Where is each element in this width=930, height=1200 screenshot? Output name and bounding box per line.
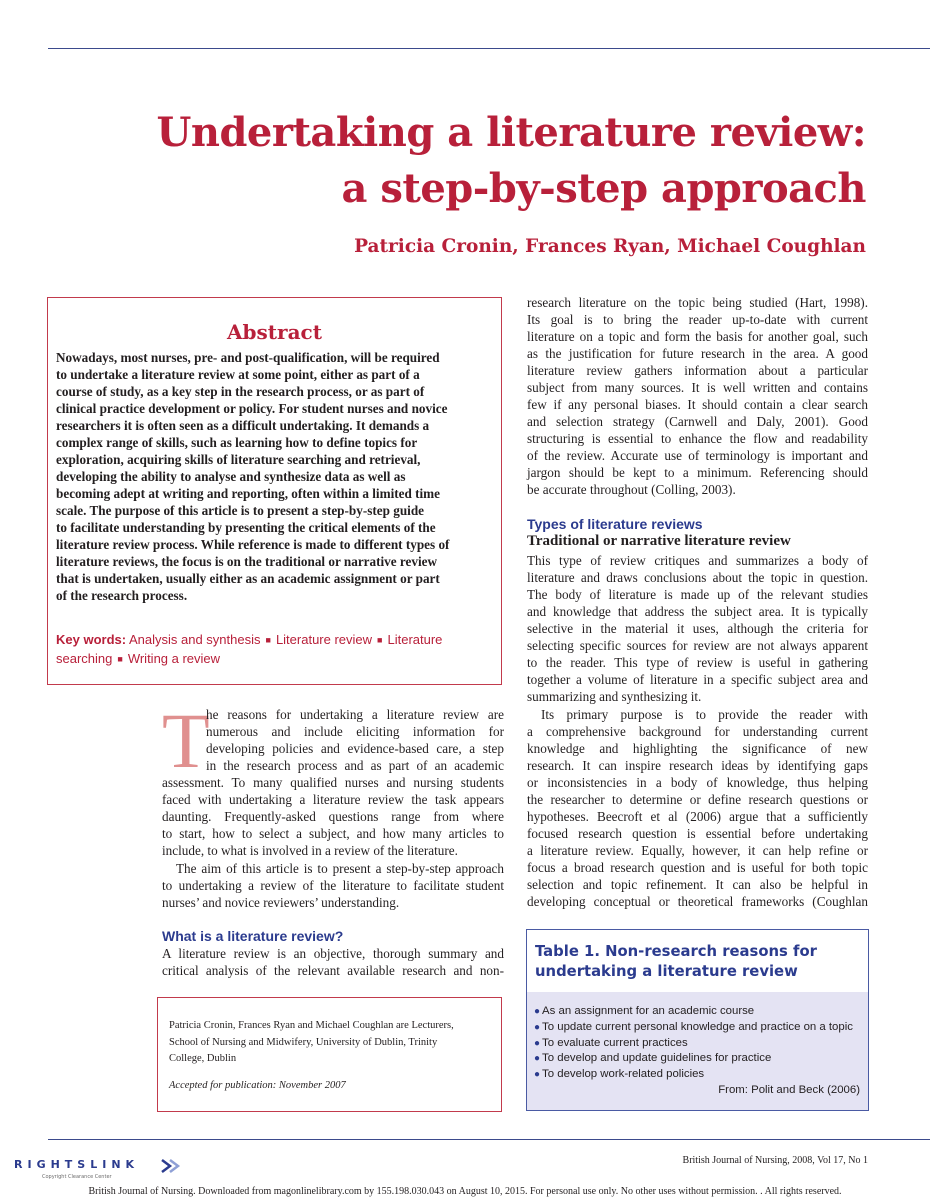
abstract-text (56, 349, 492, 604)
body-line: literature review gathers information about a particular (527, 363, 868, 378)
intro-line: developing policies and evidence-based care, a step (206, 741, 504, 756)
bio-line: School of Nursing and Midwifery, University of Dublin, Trinity (169, 1036, 438, 1048)
drop-cap: T (162, 697, 210, 784)
abstract-line: scale. The purpose of this article is to present a step-by-step guide (56, 503, 425, 518)
table-1-list (534, 1004, 864, 1083)
section-heading-types: Types of literature reviews (527, 516, 703, 532)
aim-line: nurses’ and novice reviewers’ understanding. (162, 895, 400, 910)
intro-line: in the research process and as part of an academic (206, 758, 504, 773)
body-line: literature on a topic and form the basis for another goal, such (527, 329, 868, 344)
abstract-line: literature reviews, the focus is on the traditional or narrative review (56, 554, 438, 569)
bullet-icon: ● (534, 1006, 541, 1017)
body-line: literature and draws conclusions about the topic in question. (527, 570, 868, 585)
intro-line: numerous and include eliciting information for (206, 724, 504, 739)
author-bio (169, 1018, 494, 1068)
rightslink-logo[interactable] (12, 1158, 182, 1188)
body-line: structuring is essential to enhance the flow and readability (527, 431, 868, 446)
abstract-line: complex range of skills, such as learning how to define topics for (56, 435, 418, 450)
chevron-right-icon (160, 1159, 182, 1173)
intro-line: he reasons for undertaking a literature review are (206, 707, 504, 722)
keyword-separator-icon: ■ (117, 653, 123, 664)
keyword: Writing a review (127, 650, 221, 666)
traditional-paragraph-1 (527, 552, 868, 705)
bullet-icon: ● (534, 1021, 541, 1033)
body-line: hypotheses. Beecroft et al (2006) argue that a sufficiently (527, 809, 868, 824)
keyword: Literature review (275, 632, 373, 647)
intro-line: faced with undertaking a literature review the task appears (162, 792, 504, 807)
definition-line: critical analysis of the relevant available research and non- (162, 963, 504, 978)
body-line: together a volume of literature in a specific subject area and (527, 672, 868, 687)
list-item (534, 1004, 864, 1020)
aim-line: to undertaking a review of the literature to facilitate student (162, 878, 504, 893)
body-line: a comprehensive background for understanding current (527, 724, 868, 739)
body-line: a literature review. Equally, however, it can help refine or (527, 843, 868, 858)
body-line: developing conceptual or theoretical frameworks (Coughlan (527, 894, 868, 909)
intro-line: to start, how to select a subject, and how many articles to (162, 826, 504, 841)
body-line: be accurate throughout (Colling, 2003). (527, 482, 736, 497)
body-line: The body of literature is made up of the relevant studies (527, 587, 868, 602)
abstract-line: to facilitate understanding by presenting the critical elements of the (56, 520, 436, 535)
list-item (534, 1036, 864, 1052)
body-line: research literature on the topic being studied (Hart, 1998). (527, 295, 868, 310)
article-title-line-1: Undertaking a literature review: (156, 109, 866, 156)
article-authors: Patricia Cronin, Frances Ryan, Michael Coughlan (354, 236, 866, 257)
body-line: summarizing and synthesizing it. (527, 689, 702, 704)
bullet-icon: ● (534, 1037, 541, 1049)
bio-line: College, Dublin (169, 1053, 237, 1064)
body-line: focused research question is essential before undertaking (527, 826, 868, 841)
body-line: subject from many sources. It is well written and contains (527, 380, 868, 395)
body-line: few if any personal biases. It should contain a clear search (527, 397, 868, 412)
download-notice: British Journal of Nursing. Downloaded from magonlinelibrary.com by 155.198.030.043 on August 10, 2015. For personal use only. No other uses without permission. . All rights reserved. (88, 1186, 842, 1197)
body-line: selection and topic refinement. It can also be helpful in (527, 877, 868, 892)
abstract-line: course of study, as a key step in the research process, or as part of (56, 384, 425, 399)
abstract-line: exploration, acquiring skills of literature searching and retrieval, (56, 452, 421, 467)
body-line: selective in the material it uses, although the criteria for (527, 621, 868, 636)
table-1-source: From: Polit and Beck (2006) (718, 1084, 860, 1096)
abstract-line: becoming adept at writing and reporting, often within a limited time (56, 486, 441, 501)
bullet-icon: ● (534, 1053, 541, 1065)
list-item (534, 1067, 864, 1083)
body-line: and selection strategy (Carnwell and Daly, 2001). Good (527, 414, 868, 429)
table-title-line: Table 1. Non-research reasons for (535, 943, 817, 960)
section-heading-what-is: What is a literature review? (162, 928, 344, 944)
list-item (534, 1051, 864, 1067)
intro-line: daunting. Frequently-asked questions range from where (162, 809, 504, 824)
bottom-rule (48, 1139, 930, 1140)
rightslink-wordmark: RIGHTSLINK (14, 1158, 140, 1171)
definition-paragraph (162, 945, 504, 979)
list-item-text: To update current personal knowledge and practice on a topic (542, 1020, 853, 1033)
abstract-line: developing the ability to analyse and synthesize data as well as (56, 469, 406, 484)
abstract-line: to undertake a literature review at some point, either as part of a (56, 367, 420, 382)
body-line: or inconsistencies in a body of knowledge, thus helping (527, 775, 868, 790)
top-rule (48, 48, 930, 49)
list-item-text: To develop work-related policies (542, 1068, 705, 1081)
body-line: knowledge and highlighting the significance of new (527, 741, 868, 756)
abstract-line: of the research process. (56, 588, 188, 603)
body-line: and knowledge that address the subject area. It is typically (527, 604, 868, 619)
list-item (534, 1020, 864, 1036)
keyword-separator-icon: ■ (377, 635, 383, 645)
abstract-line: that is undertaken, usually either as an academic assignment or part (56, 571, 440, 586)
body-line: This type of review critiques and summarizes a body of (527, 553, 868, 568)
list-item-text: To evaluate current practices (542, 1036, 688, 1049)
abstract-line: literature review process. While reference is made to different types of (56, 537, 450, 552)
keywords-label: Key words: (56, 632, 127, 647)
abstract-line: Nowadays, most nurses, pre- and post-qualification, will be required (56, 350, 440, 365)
table-title-line: undertaking a literature review (535, 963, 798, 980)
accepted-date: Accepted for publication: November 2007 (169, 1080, 346, 1091)
intro-line: include, to what is involved in a review of the literature. (162, 843, 458, 858)
body-line: as the justification for future research in the area. A good (527, 346, 868, 361)
subsection-heading-traditional: Traditional or narrative literature review (527, 533, 791, 549)
keyword: Analysis and synthesis (128, 632, 261, 647)
body-line: Its primary purpose is to provide the reader with (541, 707, 868, 722)
list-item-text: To develop and update guidelines for practice (542, 1052, 772, 1065)
abstract-line: researchers it is often seen as a difficult undertaking. It demands a (56, 418, 430, 433)
body-line: research. It can inspire research ideas by identifying gaps (527, 758, 868, 773)
article-title-line-2: a step-by-step approach (341, 165, 866, 212)
body-line: Its goal is to bring the reader up-to-date with current (527, 312, 868, 327)
intro-paragraph (162, 774, 504, 859)
body-line: to the reader. This type of review is useful in gathering (527, 655, 868, 670)
keyword: Literature searching (56, 632, 443, 666)
keyword-separator-icon: ■ (265, 635, 271, 645)
list-item-text: As an assignment for an academic course (542, 1005, 755, 1017)
body-line: of the review. Accurate use of terminology is important and (527, 448, 868, 463)
aim-paragraph (162, 860, 504, 911)
right-top-paragraph (527, 294, 868, 498)
abstract-line: clinical practice development or policy. For student nurses and novice (56, 401, 448, 416)
traditional-paragraph-2 (527, 706, 868, 910)
body-line: focus a broad research question and is useful for both topic (527, 860, 868, 875)
journal-reference: British Journal of Nursing, 2008, Vol 17, No 1 (682, 1155, 868, 1166)
body-line: selecting specific sources for review are not always apparent (527, 638, 868, 653)
bio-line: Patricia Cronin, Frances Ryan and Michael Coughlan are Lecturers, (169, 1020, 454, 1031)
bullet-icon: ● (534, 1069, 541, 1081)
intro-line: assessment. To many qualified nurses and nursing students (162, 775, 504, 790)
abstract-heading: Abstract (227, 320, 322, 344)
body-line: jargon should be kept to a minimum. Referencing should (527, 465, 868, 480)
intro-paragraph-indented (206, 706, 504, 774)
definition-line: A literature review is an objective, thorough summary and (162, 946, 504, 961)
rightslink-subtext: Copyright Clearance Center (42, 1174, 112, 1180)
aim-line: The aim of this article is to present a step-by-step approach (176, 861, 504, 876)
keywords (56, 631, 496, 668)
table-1-title (535, 942, 865, 982)
body-line: the researcher to determine or define research questions or (527, 792, 868, 807)
